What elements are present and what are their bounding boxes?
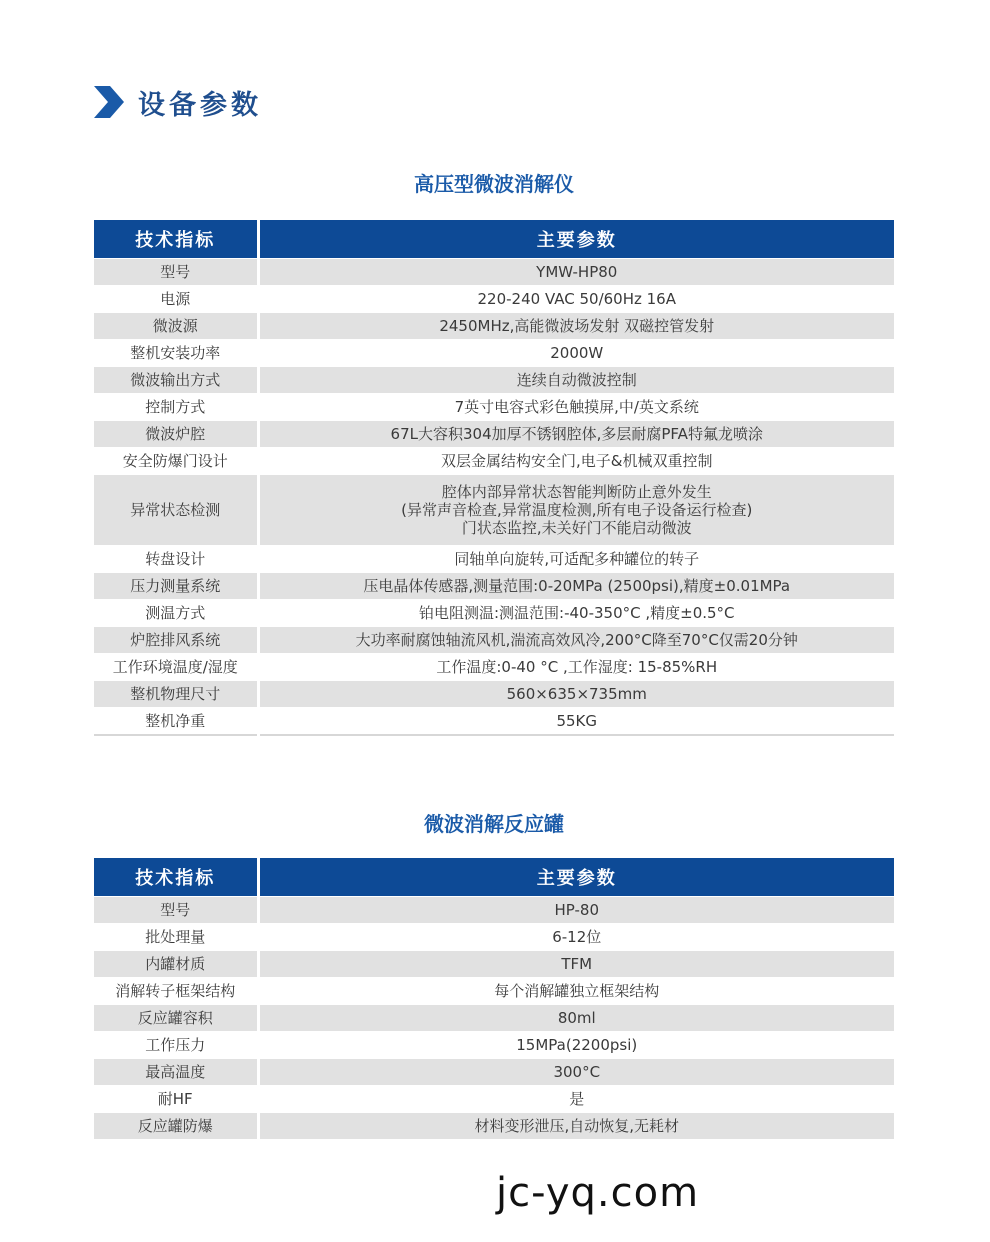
spec-value: 2000W: [258, 340, 894, 367]
spec-value: 压电晶体传感器,测量范围:0-20MPa (2500psi),精度±0.01MPa: [258, 573, 894, 600]
table-row: [94, 1005, 894, 1032]
spec-value: TFM: [258, 951, 894, 978]
spec-value: 2450MHz,高能微波场发射 双磁控管发射: [258, 313, 894, 340]
chevron-right-icon: [94, 86, 124, 118]
spec-value: 大功率耐腐蚀轴流风机,湍流高效风冷,200°C降至70°C仅需20分钟: [258, 627, 894, 654]
spec-value: 双层金属结构安全门,电子&机械双重控制: [258, 448, 894, 475]
table-row: [94, 951, 894, 978]
spec-label: 安全防爆门设计: [94, 448, 258, 475]
section-title: 设备参数: [138, 89, 262, 121]
spec-label: 控制方式: [94, 394, 258, 421]
table-row: [94, 259, 894, 286]
table-row: [94, 627, 894, 654]
table-row: [94, 1086, 894, 1113]
table-row: [94, 654, 894, 681]
spec-value: 连续自动微波控制: [258, 367, 894, 394]
spec-label: 消解转子框架结构: [94, 978, 258, 1005]
column-header: 技术指标: [94, 858, 258, 897]
spec-value: 每个消解罐独立框架结构: [258, 978, 894, 1005]
table2-title: 微波消解反应罐: [424, 812, 564, 836]
spec-label: 耐HF: [94, 1086, 258, 1113]
table-row: [94, 448, 894, 475]
section-header: [94, 82, 262, 122]
table-row: [94, 573, 894, 600]
table-row: [94, 340, 894, 367]
spec-label: 内罐材质: [94, 951, 258, 978]
spec-label: 压力测量系统: [94, 573, 258, 600]
spec-value: 80ml: [258, 1005, 894, 1032]
spec-label: 整机安装功率: [94, 340, 258, 367]
footer-website: jc-yq.com: [496, 1170, 700, 1216]
spec-label: 最高温度: [94, 1059, 258, 1086]
spec-value: 55KG: [258, 708, 894, 736]
spec-label: 微波输出方式: [94, 367, 258, 394]
table1-title: 高压型微波消解仪: [414, 172, 574, 196]
column-header: 主要参数: [258, 220, 894, 259]
spec-value: 6-12位: [258, 924, 894, 951]
spec-label: 微波源: [94, 313, 258, 340]
table-row: [94, 681, 894, 708]
spec-value: 560×635×735mm: [258, 681, 894, 708]
table-row: [94, 924, 894, 951]
table-row: [94, 546, 894, 573]
spec-value: 15MPa(2200psi): [258, 1032, 894, 1059]
table-row: [94, 367, 894, 394]
spec-value: 铂电阻测温:测温范围:-40-350°C ,精度±0.5°C: [258, 600, 894, 627]
spec-label: 反应罐容积: [94, 1005, 258, 1032]
table-row: [94, 1032, 894, 1059]
spec-value: 7英寸电容式彩色触摸屏,中/英文系统: [258, 394, 894, 421]
spec-label: 电源: [94, 286, 258, 313]
table-row: [94, 1059, 894, 1086]
table-row: [94, 313, 894, 340]
spec-table-microwave-digester: [94, 220, 894, 736]
spec-label: 整机物理尺寸: [94, 681, 258, 708]
spec-value: 67L大容积304加厚不锈钢腔体,多层耐腐PFA特氟龙喷涂: [258, 421, 894, 448]
spec-value: YMW-HP80: [258, 259, 894, 286]
spec-value: 腔体内部异常状态智能判断防止意外发生 (异常声音检查,异常温度检测,所有电子设备运行检查) 门状态监控,未关好门不能启动微波: [258, 475, 894, 546]
table-row: [94, 1113, 894, 1140]
table-row: [94, 978, 894, 1005]
spec-label: 测温方式: [94, 600, 258, 627]
spec-value: 是: [258, 1086, 894, 1113]
spec-value: 300°C: [258, 1059, 894, 1086]
spec-label: 型号: [94, 259, 258, 286]
spec-label: 整机净重: [94, 708, 258, 736]
table-header-row: [94, 220, 894, 259]
spec-value: HP-80: [258, 897, 894, 924]
spec-value: 220-240 VAC 50/60Hz 16A: [258, 286, 894, 313]
spec-value: 材料变形泄压,自动恢复,无耗材: [258, 1113, 894, 1140]
table-row: [94, 475, 894, 546]
spec-label: 工作压力: [94, 1032, 258, 1059]
spec-label: 炉腔排风系统: [94, 627, 258, 654]
spec-label: 反应罐防爆: [94, 1113, 258, 1140]
spec-table-reaction-vessel: [94, 858, 894, 1139]
spec-label: 微波炉腔: [94, 421, 258, 448]
table-row: [94, 600, 894, 627]
table-row: [94, 286, 894, 313]
spec-label: 异常状态检测: [94, 475, 258, 546]
spec-label: 批处理量: [94, 924, 258, 951]
table-row: [94, 708, 894, 736]
spec-value: 工作温度:0-40 °C ,工作湿度: 15-85%RH: [258, 654, 894, 681]
table-header-row: [94, 858, 894, 897]
spec-label: 工作环境温度/湿度: [94, 654, 258, 681]
table-row: [94, 421, 894, 448]
column-header: 技术指标: [94, 220, 258, 259]
table-row: [94, 897, 894, 924]
spec-label: 转盘设计: [94, 546, 258, 573]
spec-value: 同轴单向旋转,可适配多种罐位的转子: [258, 546, 894, 573]
table-row: [94, 394, 894, 421]
spec-label: 型号: [94, 897, 258, 924]
column-header: 主要参数: [258, 858, 894, 897]
